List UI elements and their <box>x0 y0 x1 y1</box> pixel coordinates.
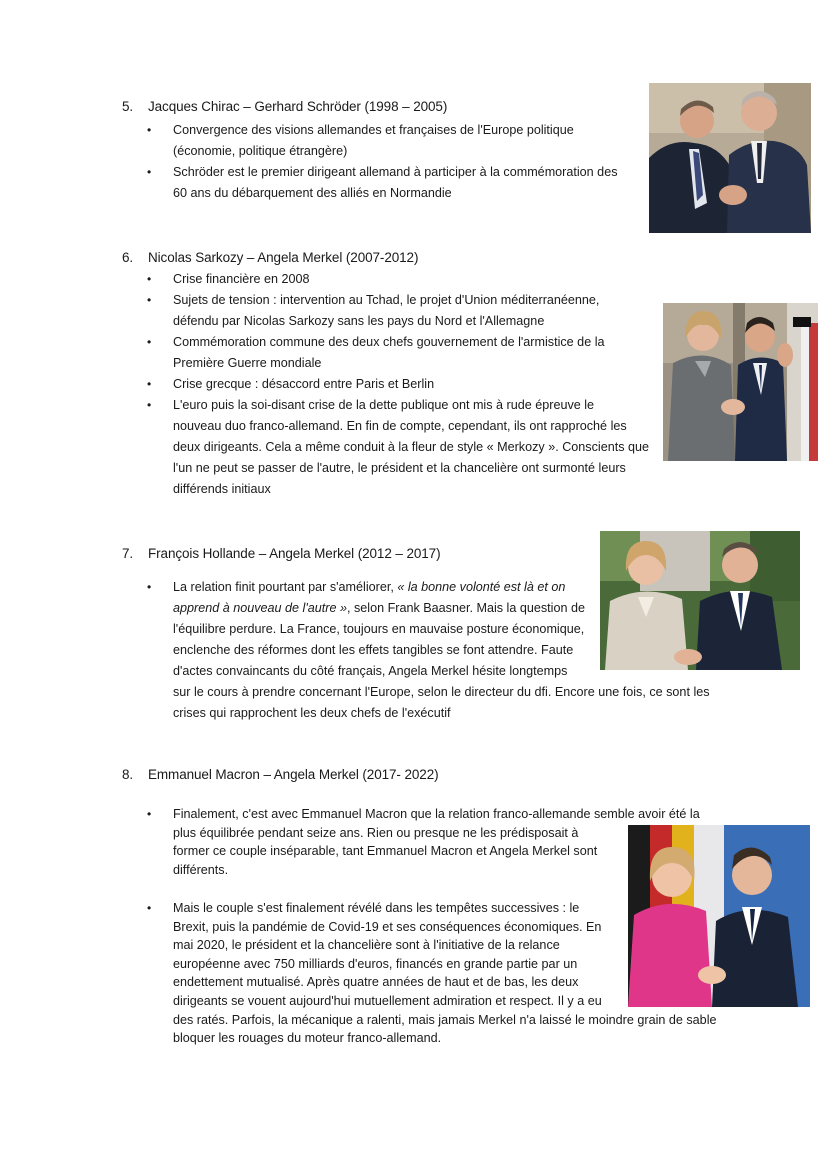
bullet-dot: • <box>147 580 152 594</box>
quote-baasner: apprend à nouveau de l'autre » <box>173 601 347 615</box>
bullet-text: Crise financière en 2008 <box>173 272 310 286</box>
section-7-heading <box>122 546 440 561</box>
bullet-dot: • <box>147 377 152 391</box>
bullet-text: différends initiaux <box>173 482 271 496</box>
bullet-dot: • <box>147 272 152 286</box>
bullet-dot: • <box>147 335 152 349</box>
bullet-text-part: , selon Frank Baasner. Mais la question de <box>346 601 585 615</box>
section-6-bullet-2 <box>147 290 600 332</box>
bullet-dot: • <box>147 398 152 412</box>
bullet-dot: • <box>147 901 152 915</box>
section-5-title: Jacques Chirac – Gerhard Schröder (1998 – 2005) <box>148 99 448 114</box>
bullet-text: Finalement, c'est avec Emmanuel Macron que la relation franco-allemande semble avoir été la <box>173 807 700 821</box>
bullet-text: nouveau duo franco-allemand. En fin de compte, cependant, ils ont rapproché les <box>173 419 627 433</box>
bullet-text: Sujets de tension : intervention au Tchad, le projet d'Union méditerranéenne, <box>173 293 600 307</box>
bullet-text: dirigeants se vouent aujourd'hui mutuellement admiration et respect. Il y a eu <box>173 993 602 1008</box>
bullet-text: l'équilibre perdure. La France, toujours en mauvaise posture économique, <box>173 622 585 636</box>
photo-sarkozy-merkel <box>663 303 818 461</box>
bullet-text: (économie, politique étrangère) <box>173 144 348 158</box>
photo-chirac-schroder <box>649 83 811 233</box>
bullet-text: l'un ne peut se passer de l'autre, le président et la chancelière ont surmonté leurs <box>173 461 626 475</box>
bullet-text: enclenche des réformes dont les effets tangibles se font attendre. Faute <box>173 643 574 657</box>
section-8-number: 8. <box>122 767 134 782</box>
bullet-text: crises qui rapprochent les deux chefs de l'exécutif <box>173 706 451 720</box>
bullet-text-part: La relation finit pourtant par s'améliorer, <box>173 580 398 594</box>
bullet-text: Crise grecque : désaccord entre Paris et Berlin <box>173 377 435 391</box>
bullet-text: former ce couple inséparable, tant Emmanuel Macron et Angela Merkel sont <box>173 844 598 859</box>
bullet-text: endettement mutualisé. Après quatre années de haut et de bas, les deux <box>173 975 579 990</box>
photo-macron-merkel <box>628 825 810 1007</box>
bullet-text: européenne avec 750 milliards d'euros, financés en grande partie par un <box>173 956 578 971</box>
section-5-bullet-2 <box>147 162 618 204</box>
section-6-bullet-1 <box>147 269 310 290</box>
section-7-title: François Hollande – Angela Merkel (2012 – 2017) <box>148 546 441 561</box>
section-6-bullet-3 <box>147 332 605 374</box>
bullet-text: différents. <box>173 862 229 877</box>
bullet-text: Mais le couple s'est finalement révélé dans les tempêtes successives : le <box>173 901 580 915</box>
bullet-text: d'actes convaincants du côté français, Angela Merkel hésite longtemps <box>173 664 568 678</box>
section-6-heading <box>122 250 418 265</box>
bullet-text: L'euro puis la soi-disant crise de la dette publique ont mis à rude épreuve le <box>173 398 595 412</box>
quote-baasner: « la bonne volonté est là et on <box>397 580 566 594</box>
bullet-dot: • <box>147 123 152 137</box>
bullet-text: deux dirigeants. Cela a même conduit à la fleur de style « Merkozy ». Conscients que <box>173 440 650 454</box>
bullet-dot: • <box>147 293 152 307</box>
section-5-bullet-1 <box>147 120 574 162</box>
section-8-title: Emmanuel Macron – Angela Merkel (2017- 2022) <box>148 767 439 782</box>
section-6-number: 6. <box>122 250 134 265</box>
section-5-number: 5. <box>122 99 134 114</box>
bullet-text: mai 2020, le président et la chancelière sont à l'initiative de la relance <box>173 938 560 953</box>
bullet-text: Première Guerre mondiale <box>173 356 322 370</box>
bullet-text: sur le cours à prendre concernant l'Europe, selon le directeur du dfi. Encore une fois, ce sont les <box>173 685 710 699</box>
bullet-text: bloquer les rouages du moteur franco-allemand. <box>173 1031 442 1046</box>
bullet-text: Convergence des visions allemandes et françaises de l'Europe politique <box>173 123 574 137</box>
bullet-dot: • <box>147 165 152 179</box>
section-6-bullet-4 <box>147 374 435 395</box>
bullet-text: Commémoration commune des deux chefs gouvernement de l'armistice de la <box>173 335 605 349</box>
bullet-text: Schröder est le premier dirigeant allemand à participer à la commémoration des <box>173 165 618 179</box>
section-6-bullet-5 <box>147 395 650 500</box>
bullet-text: plus équilibrée pendant seize ans. Rien ou presque ne les prédisposait à <box>173 825 579 840</box>
bullet-text: défendu par Nicolas Sarkozy sans les pays du Nord et l'Allemagne <box>173 314 545 328</box>
section-8-heading <box>122 767 439 782</box>
photo-hollande-merkel <box>600 531 800 670</box>
bullet-text: Brexit, puis la pandémie de Covid-19 et ses conséquences économiques. En <box>173 919 602 934</box>
section-5-heading <box>122 99 447 114</box>
section-6-title: Nicolas Sarkozy – Angela Merkel (2007-2012) <box>148 250 419 265</box>
section-8-bullet-1 <box>147 805 700 879</box>
bullet-dot: • <box>147 807 152 821</box>
bullet-text: des ratés. Parfois, la mécanique a ralenti, mais jamais Merkel n'a laissé le moindre grain de sable <box>173 1012 717 1027</box>
bullet-text: 60 ans du débarquement des alliés en Normandie <box>173 186 452 200</box>
section-7-number: 7. <box>122 546 134 561</box>
